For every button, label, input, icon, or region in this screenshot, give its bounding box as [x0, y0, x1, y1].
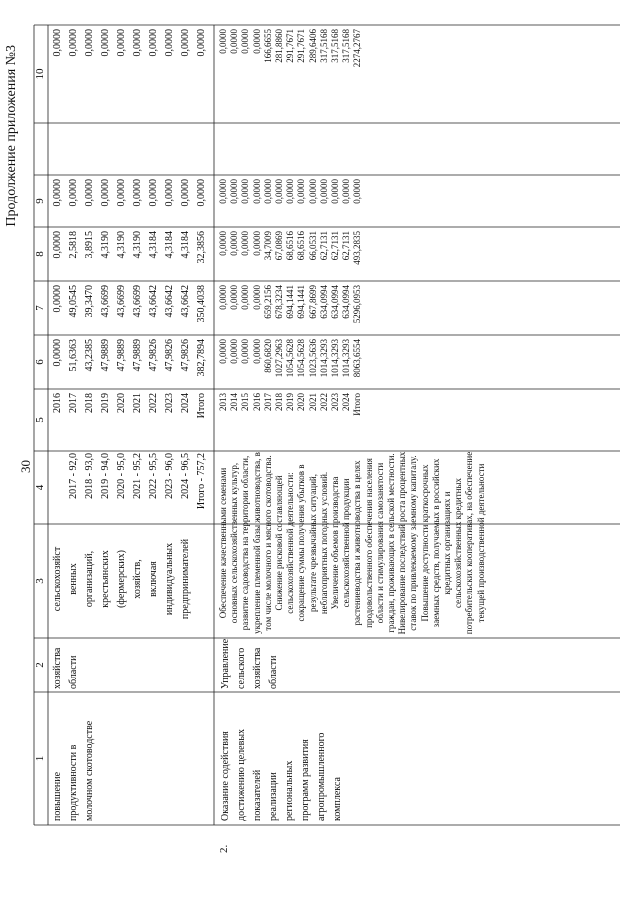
row2-col7: 0,0000 0,0000 0,0000 0,0000 659,2156 678,3234 694,1441 694,1441 667,8699 634,0994 634,0994 634,0994 5296,0953 — [218, 285, 363, 324]
row2-years: 2013 2014 2015 2016 2017 2018 2019 2020 2021 2022 2023 2024 Итого — [218, 393, 363, 416]
row1-col9: 0,0000 0,0000 0,0000 0,0000 0,0000 0,0000 0,0000 0,0000 0,0000 0,0000 — [52, 179, 207, 207]
row2-col10: 0,0000 0,0000 0,0000 0,0000 166,6655 281,8860 291,7671 291,7671 289,6406 317,5168 317,5168 317,5168 2274,2767 — [218, 29, 363, 68]
header-col-2: 2 — [34, 662, 46, 668]
row2-goals: Обеспечение качественными семенами основных сельскохозяйственных культур, развитие садоводства на территории области, укрепление племенной базы животноводства, в том числе молочного и мясного скотоводства. Снижение рисковой составляющей сельскохозяйственной деятельности: сокращение суммы получения убытков в результате чрезвычайных ситуаций, неблагоприятных погодных условий. Увеличение объемов производства сельскохозяйственной продукции растениеводства и животноводства в целях продовольственного обеспечения населения области и стимулирования самозанятости граждан, проживающих в сельской местности. Нивелирование последствий роста процентных ставок по привлекаемому заемному капиталу. Повышение доступности краткосрочных заемных средств, получаемых в российских кредитных организациях и сельскохозяйственных кредитных потребительских кооперативах, на обеспечение текущей производственной деятельности — [218, 451, 486, 635]
row1-executor: хозяйства области — [52, 647, 79, 689]
header-col-9: 9 — [34, 198, 46, 204]
header-col-7: 7 — [34, 305, 46, 311]
row2-col6: 0,0000 0,0000 0,0000 0,0000 860,6820 1027,2963 1054,5628 1054,5628 1023,5636 1014,3293 1014,3293 1014,3293 8063,6554 — [218, 339, 363, 378]
row1-col8: 0,0000 2,5818 3,8915 4,3190 4,3190 4,3190 4,3184 4,3184 4,3184 32,3856 — [52, 231, 207, 264]
row1-col10: 0,0000 0,0000 0,0000 0,0000 0,0000 0,0000 0,0000 0,0000 0,0000 0,0000 — [52, 29, 207, 57]
header-col-8: 8 — [34, 251, 46, 257]
row1-targets: 2017 - 92,0 2018 - 93,0 2019 - 94,0 2020 - 95,0 2021 - 95,2 2022 - 95,5 2023 - 96,0 2024 - 96,5 Итого - 757,2 — [68, 453, 207, 510]
appendix-title: Продолжение приложения №3 — [4, 45, 19, 227]
header-col-6: 6 — [34, 359, 46, 365]
row1-col7: 0,0000 49,0545 39,3470 43,6699 43,6699 43,6699 43,6642 43,6642 43,6642 350,4038 — [52, 285, 207, 323]
header-col-10: 10 — [34, 68, 46, 80]
row2-number: 2. — [218, 844, 230, 853]
row1-recipients: сельскохозяйст венных организаций, крестьянских (фермерских) хозяйств, включая индивидуальных предпринимателей — [52, 538, 191, 620]
row2-col9: 0,0000 0,0000 0,0000 0,0000 0,0000 0,0000 0,0000 0,0000 0,0000 0,0000 0,0000 0,0000 0,0000 — [218, 179, 363, 204]
header-col-5: 5 — [34, 417, 46, 423]
row2-col8: 0,0000 0,0000 0,0000 0,0000 34,7009 67,0869 68,6516 68,6516 66,0531 62,7131 62,7131 62,7131 493,2835 — [218, 231, 363, 265]
row2-measure: Оказание содействия достижению целевых показателей реализации региональных программ развития агропромышленного комплекса — [220, 728, 343, 821]
row1-measure: повышение продуктивности в молочном скотоводстве — [52, 720, 95, 821]
page-number: 30 — [18, 460, 33, 473]
row2-executor: Управление сельского хозяйства области — [220, 638, 279, 689]
header-col-3: 3 — [34, 578, 46, 584]
row1-col6: 0,0000 51,6363 43,2385 47,9889 47,9889 47,9889 47,9826 47,9826 47,9826 382,7894 — [52, 339, 207, 377]
header-col-4: 4 — [34, 484, 46, 491]
header-col-1: 1 — [34, 755, 46, 762]
row1-years: 2016 2017 2018 2019 2020 2021 2022 2023 2024 Итого — [52, 393, 207, 419]
